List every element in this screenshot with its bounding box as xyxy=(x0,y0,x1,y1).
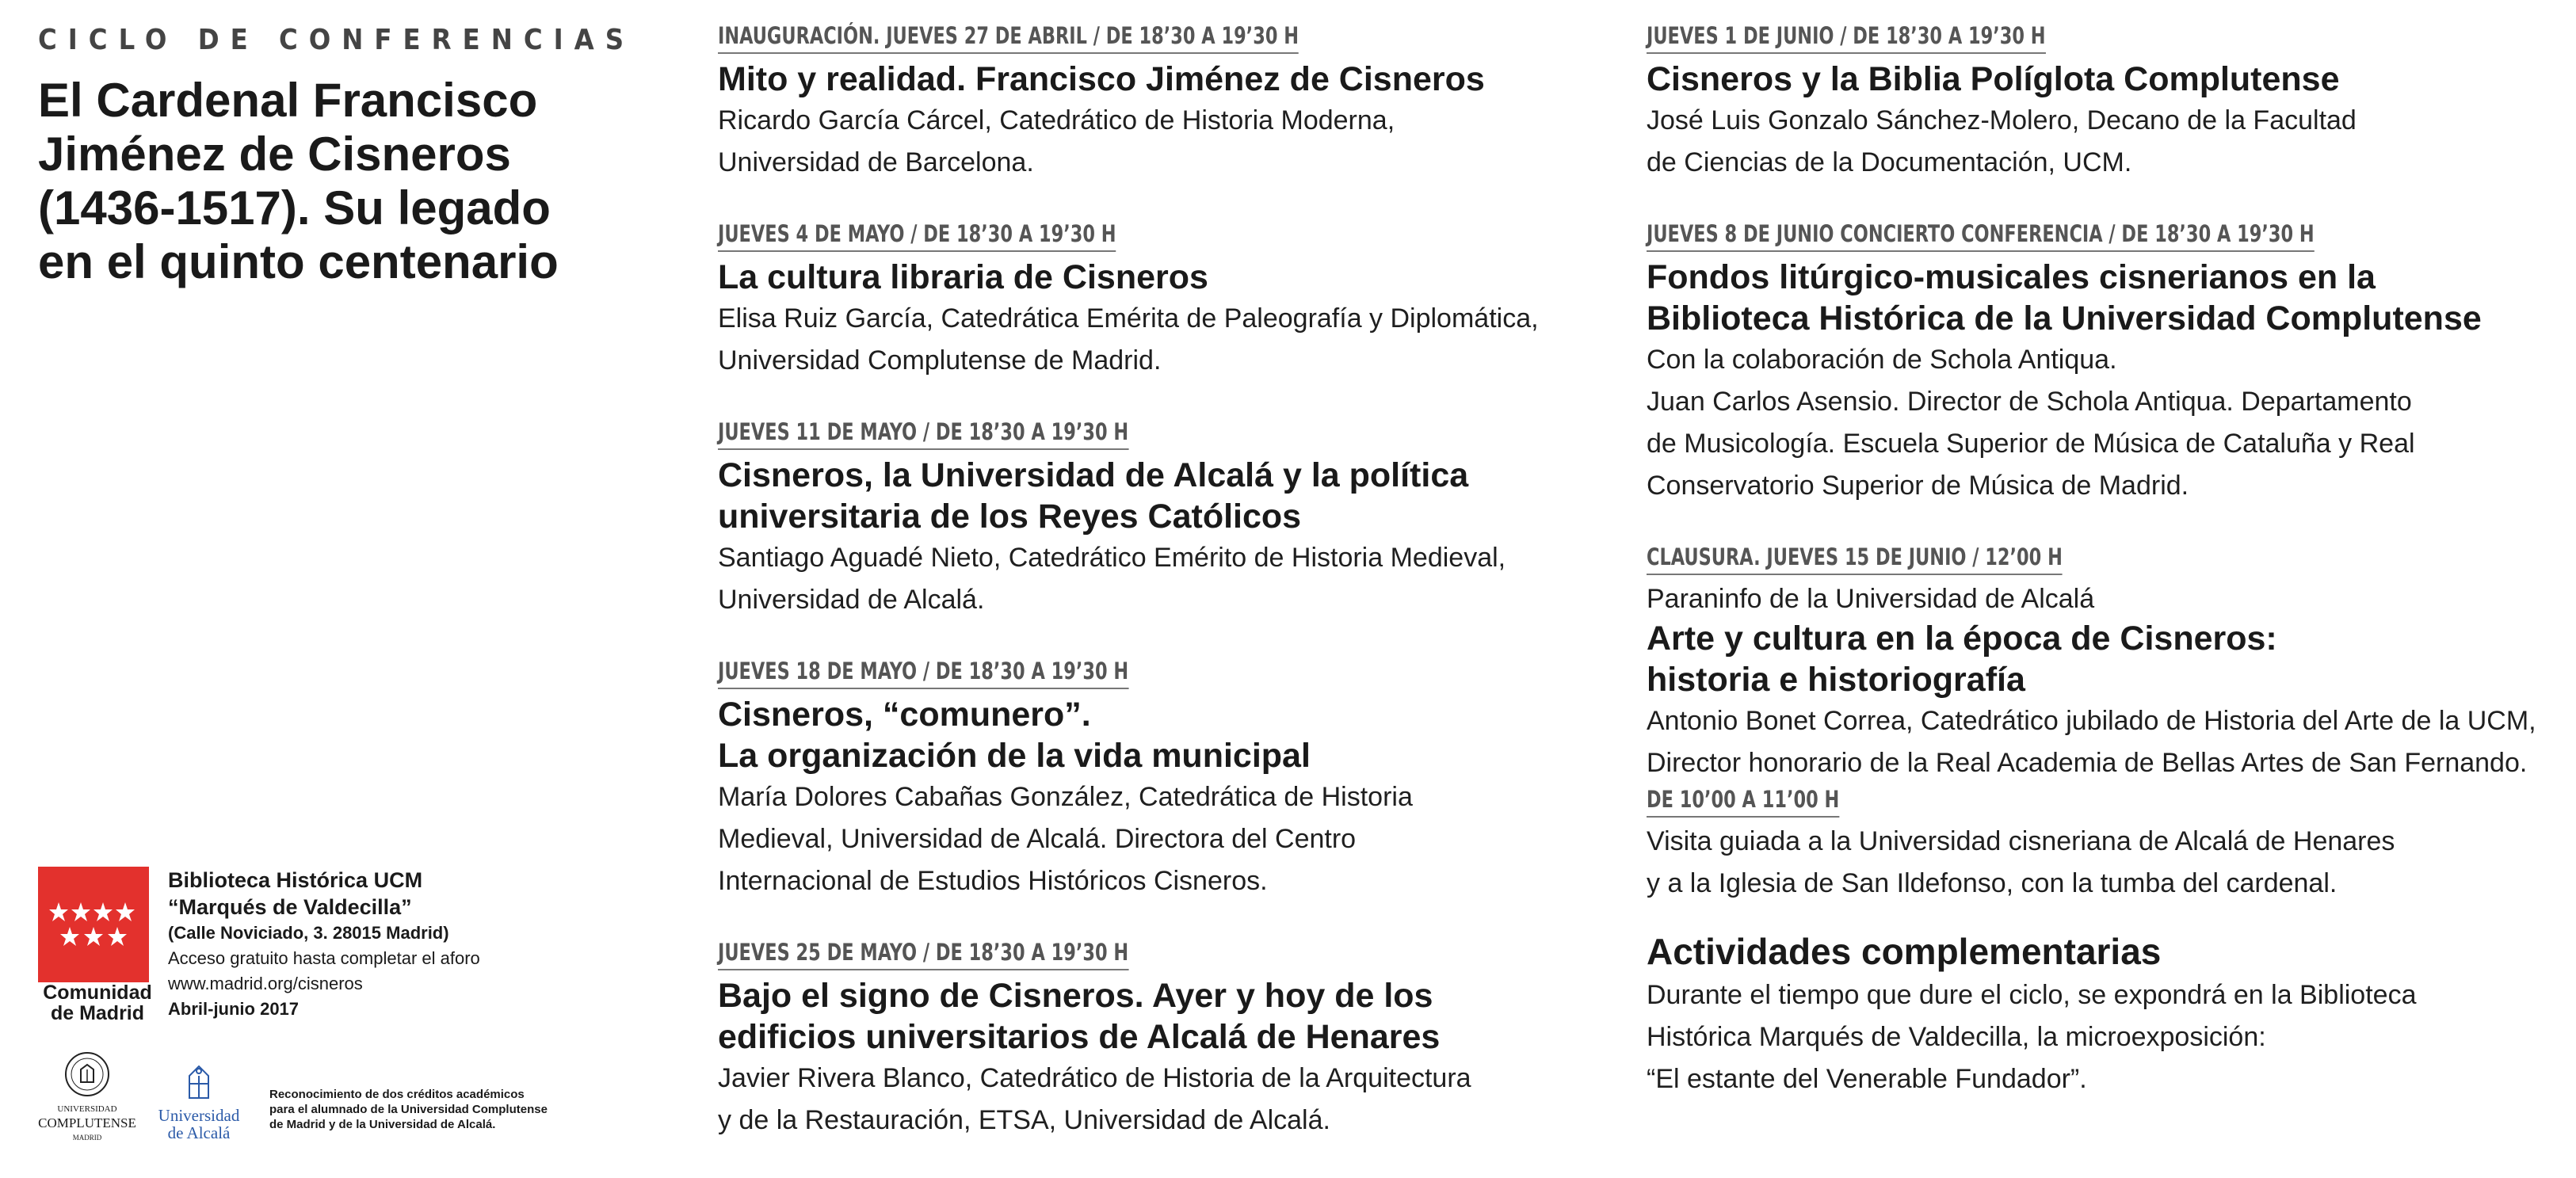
activity-line: Visita guiada a la Universidad cisneriana de Alcalá de Henares xyxy=(1647,826,2395,856)
title-line: en el quinto centenario xyxy=(38,235,559,288)
section-title: Actividades complementarias xyxy=(1647,931,2162,972)
event-date: CLAUSURA. JUEVES 15 DE JUNIO / 12’00 H xyxy=(1647,543,2063,575)
access-note: Acceso gratuito hasta completar el aforo xyxy=(168,948,480,968)
speaker-line: Juan Carlos Asensio. Director de Schola Antiqua. Departamento xyxy=(1647,387,2412,417)
comunidad-madrid-name: Comunidad de Madrid xyxy=(43,982,152,1024)
event-block xyxy=(718,939,1605,1142)
stars-icon xyxy=(38,867,149,982)
event-date: JUEVES 8 DE JUNIO CONCIERTO CONFERENCIA / DE 18’30 A 19’30 H xyxy=(1647,220,2315,252)
website-link[interactable]: www.madrid.org/cisneros xyxy=(168,974,363,993)
activity-line: y a la Iglesia de San Ildefonso, con la tumba del cardenal. xyxy=(1647,868,2337,898)
event-title: Cisneros y la Biblia Políglota Complutense xyxy=(1647,60,2340,98)
left-column xyxy=(38,0,640,1168)
event-block xyxy=(718,220,1605,382)
library-address: (Calle Noviciado, 3. 28015 Madrid) xyxy=(168,923,449,943)
event-block xyxy=(718,22,1605,184)
right-column xyxy=(1647,22,2558,1100)
event-block xyxy=(718,418,1605,621)
event-date: INAUGURACIÓN. JUEVES 27 DE ABRIL / DE 18’30 A 19’30 H xyxy=(718,22,1299,54)
uah-text: Universidad de Alcalá xyxy=(158,1106,240,1142)
title-line: Jiménez de Cisneros xyxy=(38,128,511,181)
speaker-line: Director honorario de la Real Academia de Bellas Artes de San Fernando. xyxy=(1647,748,2528,778)
speaker-line: Ricardo García Cárcel, Catedrático de Historia Moderna, xyxy=(718,105,1395,135)
event-block xyxy=(1647,543,2558,905)
complementary-line: Durante el tiempo que dure el ciclo, se expondrá en la Biblioteca xyxy=(1647,980,2417,1010)
venue-info xyxy=(168,867,612,1022)
title-line: El Cardenal Francisco xyxy=(38,74,538,127)
event-title: Bajo el signo de Cisneros. Ayer y hoy de los edificios universitarios de Alcalá de Henares xyxy=(718,977,1441,1056)
speaker-line: Elisa Ruiz García, Catedrática Emérita de Paleografía y Diplomática, xyxy=(718,303,1539,334)
complementary-section xyxy=(1647,928,2558,1100)
page-title xyxy=(38,74,640,289)
event-date: JUEVES 4 DE MAYO / DE 18’30 A 19’30 H xyxy=(718,220,1116,252)
event-date: DE 10’00 A 11’00 H xyxy=(1647,786,1839,818)
speaker-line: Internacional de Estudios Históricos Cisneros. xyxy=(718,866,1268,896)
complementary-line: “El estante del Venerable Fundador”. xyxy=(1647,1064,2087,1094)
ucm-logo xyxy=(38,1050,136,1146)
event-block xyxy=(1647,22,2558,184)
complementary-line: Histórica Marqués de Valdecilla, la microexposición: xyxy=(1647,1022,2266,1052)
event-date: JUEVES 11 DE MAYO / DE 18’30 A 19’30 H xyxy=(718,418,1128,450)
speaker-line: Antonio Bonet Correa, Catedrático jubilado de Historia del Arte de la UCM, xyxy=(1647,706,2536,736)
comunidad-madrid-logo xyxy=(38,867,149,982)
middle-column xyxy=(718,22,1605,1178)
speaker-line: Conservatorio Superior de Música de Madrid. xyxy=(1647,471,2189,501)
event-date: JUEVES 1 DE JUNIO / DE 18’30 A 19’30 H xyxy=(1647,22,2046,54)
speaker-line: Universidad de Alcalá. xyxy=(718,585,985,615)
uah-crest-icon xyxy=(177,1058,221,1103)
event-title: La cultura libraria de Cisneros xyxy=(718,258,1208,296)
event-title: Fondos litúrgico-musicales cisnerianos en la Biblioteca Histórica de la Universidad Complutense xyxy=(1647,258,2482,337)
speaker-line: Universidad de Barcelona. xyxy=(718,147,1034,177)
event-date: JUEVES 25 DE MAYO / DE 18’30 A 19’30 H xyxy=(718,939,1128,970)
title-line: (1436-1517). Su legado xyxy=(38,181,551,234)
speaker-line: Javier Rivera Blanco, Catedrático de Historia de la Arquitectura xyxy=(718,1063,1471,1093)
speaker-line: Con la colaboración de Schola Antiqua. xyxy=(1647,345,2117,375)
uah-logo xyxy=(147,1058,250,1146)
event-date: JUEVES 18 DE MAYO / DE 18’30 A 19’30 H xyxy=(718,658,1128,689)
event-title: Arte y cultura en la época de Cisneros: historia e historiografía xyxy=(1647,619,2277,699)
credits-note: Reconocimiento de dos créditos académicos para el alumnado de la Universidad Complutense de Madrid y de la Universidad de Alcalá. xyxy=(269,1088,548,1131)
speaker-line: de Musicología. Escuela Superior de Música de Cataluña y Real xyxy=(1647,429,2415,459)
speaker-line: Universidad Complutense de Madrid. xyxy=(718,345,1162,376)
event-title: Mito y realidad. Francisco Jiménez de Cisneros xyxy=(718,60,1485,98)
speaker-line: José Luis Gonzalo Sánchez-Molero, Decano de la Facultad xyxy=(1647,105,2357,135)
event-title: Cisneros, la Universidad de Alcalá y la política universitaria de los Reyes Católicos xyxy=(718,456,1469,536)
series-label: CICLO DE CONFERENCIAS xyxy=(38,24,635,56)
event-block xyxy=(1647,220,2558,507)
library-name: “Marqués de Valdecilla” xyxy=(168,895,412,919)
speaker-line: María Dolores Cabañas González, Catedrática de Historia xyxy=(718,782,1413,812)
speaker-line: Medieval, Universidad de Alcalá. Directora del Centro xyxy=(718,824,1357,854)
ucm-text: UNIVERSIDAD COMPLUTENSE MADRID xyxy=(38,1104,136,1142)
speaker-line: de Ciencias de la Documentación, UCM. xyxy=(1647,147,2132,177)
event-venue: Paraninfo de la Universidad de Alcalá xyxy=(1647,584,2095,614)
event-title: Cisneros, “comunero”. La organización de la vida municipal xyxy=(718,696,1311,775)
library-name: Biblioteca Histórica UCM xyxy=(168,868,423,892)
speaker-line: Santiago Aguadé Nieto, Catedrático Emérito de Historia Medieval, xyxy=(718,543,1506,573)
ucm-crest-icon xyxy=(63,1050,111,1098)
speaker-line: y de la Restauración, ETSA, Universidad de Alcalá. xyxy=(718,1105,1330,1135)
cycle-dates: Abril-junio 2017 xyxy=(168,999,300,1019)
event-block xyxy=(718,658,1605,902)
